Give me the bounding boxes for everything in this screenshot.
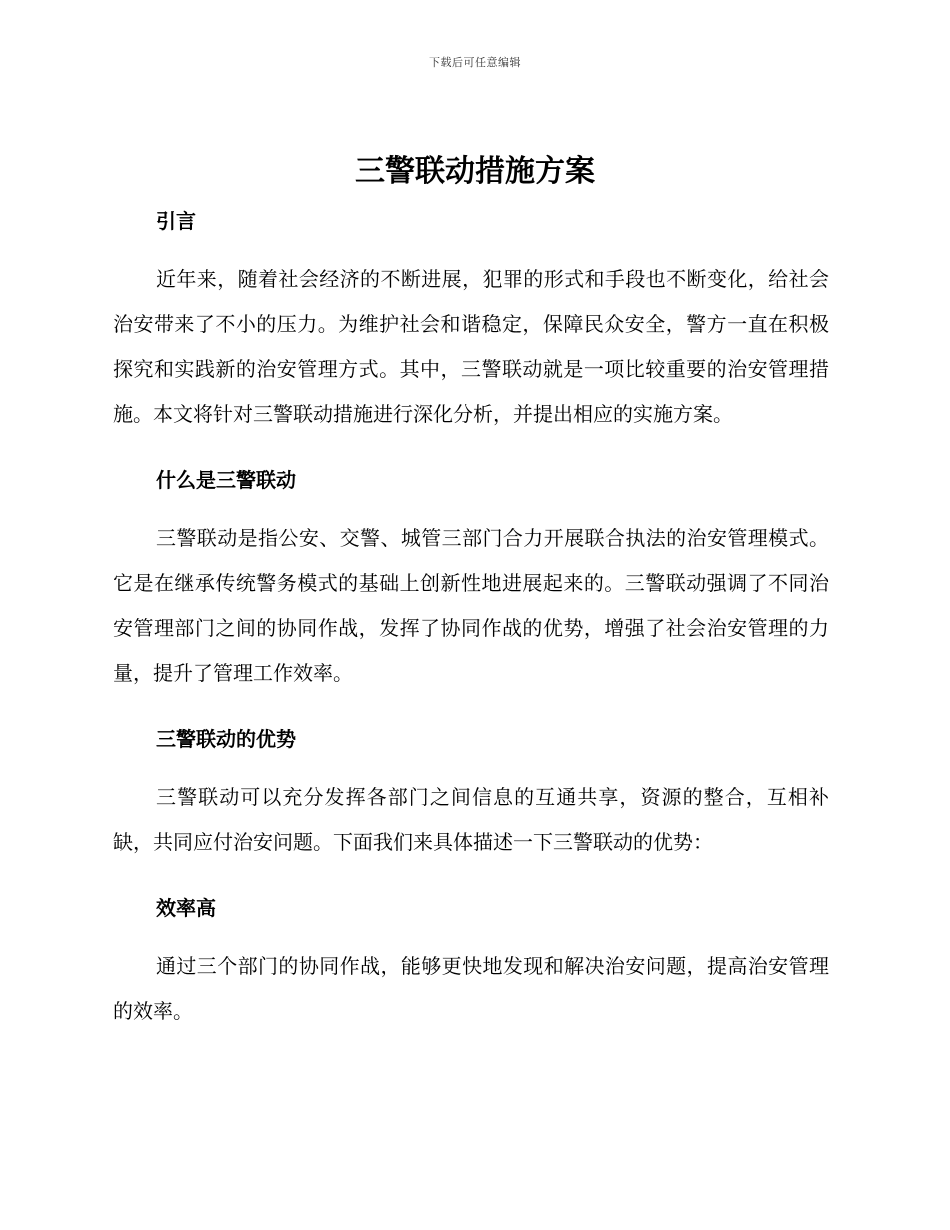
section-heading-efficiency: 效率高 (156, 896, 216, 920)
document-body (113, 205, 829, 1034)
section-heading-intro: 引言 (156, 209, 196, 233)
section-paragraph-what-is: 三警联动是指公安、交警、城管三部门合力开展联合执法的治安管理模式。它是在继承传统警务模式的基础上创新性地进展起来的。三警联动强调了不同治安管理部门之间的协同作战，发挥了协同作战的优势，增强了社会治安管理的力量，提升了管理工作效率。 (113, 526, 829, 685)
section-paragraph-efficiency: 通过三个部门的协同作战，能够更快地发现和解决治安问题，提高治安管理的效率。 (113, 954, 829, 1023)
document-title: 三警联动措施方案 (355, 154, 595, 189)
section-heading-what-is: 什么是三警联动 (156, 468, 296, 492)
section-paragraph-advantages: 三警联动可以充分发挥各部门之间信息的互通共享，资源的整合，互相补缺，共同应付治安问题。下面我们来具体描述一下三警联动的优势： (113, 785, 829, 854)
page-header-note: 下载后可任意编辑 (429, 56, 521, 69)
section-paragraph-intro: 近年来，随着社会经济的不断进展，犯罪的形式和手段也不断变化，给社会治安带来了不小的压力。为维护社会和谐稳定，保障民众安全，警方一直在积极探究和实践新的治安管理方式。其中，三警联动就是一项比较重要的治安管理措施。本文将针对三警联动措施进行深化分析，并提出相应的实施方案。 (113, 267, 829, 426)
section-heading-advantages: 三警联动的优势 (156, 727, 296, 751)
